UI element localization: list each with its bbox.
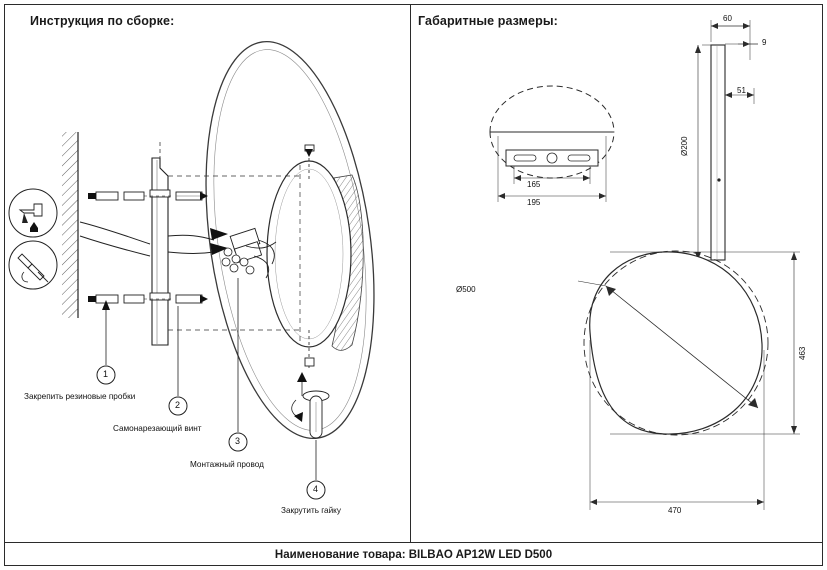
dim-bracket-depth: 51 [737, 86, 746, 95]
assembly-instructions-title: Инструкция по сборке: [30, 14, 175, 28]
step-3-number: 3 [235, 436, 241, 446]
step-1-number: 1 [103, 369, 109, 379]
dim-bracket-inner: 165 [527, 180, 541, 189]
dim-shade-diameter: Ø500 [456, 285, 476, 294]
mounting-bracket [150, 142, 170, 345]
side-view [695, 20, 758, 260]
dim-shade-width: 470 [668, 506, 682, 515]
dim-bracket-outer: 195 [527, 198, 541, 207]
tool-icon-screwdriver [9, 241, 57, 289]
step-1-label: Закрепить резиновые пробки [24, 392, 136, 401]
step-4-label: Закрутить гайку [281, 506, 341, 515]
product-name-caption: Наименование товара: BILBAO AP12W LED D500 [274, 549, 553, 561]
mounting-plate-top-view [490, 86, 614, 202]
lamp-diffuser-disc [267, 161, 351, 347]
dimension-drawing [410, 0, 822, 545]
step-2-label: Самонарезающий винт [113, 424, 202, 433]
dim-side-small: 9 [762, 38, 767, 47]
step-balloon-2 [169, 306, 187, 415]
dim-plate-diameter: Ø200 [680, 136, 689, 156]
front-view-shade [578, 251, 800, 510]
wall [62, 132, 78, 318]
step-2-number: 2 [175, 400, 181, 410]
dim-side-width: 60 [723, 14, 732, 23]
tool-icon-drill [9, 189, 57, 237]
step-4-number: 4 [313, 484, 319, 494]
step-3-label: Монтажный провод [190, 460, 264, 469]
overall-dimensions-title: Габаритные размеры: [418, 14, 558, 28]
wall-anchor-top [88, 192, 208, 200]
dim-shade-height: 463 [798, 346, 807, 360]
